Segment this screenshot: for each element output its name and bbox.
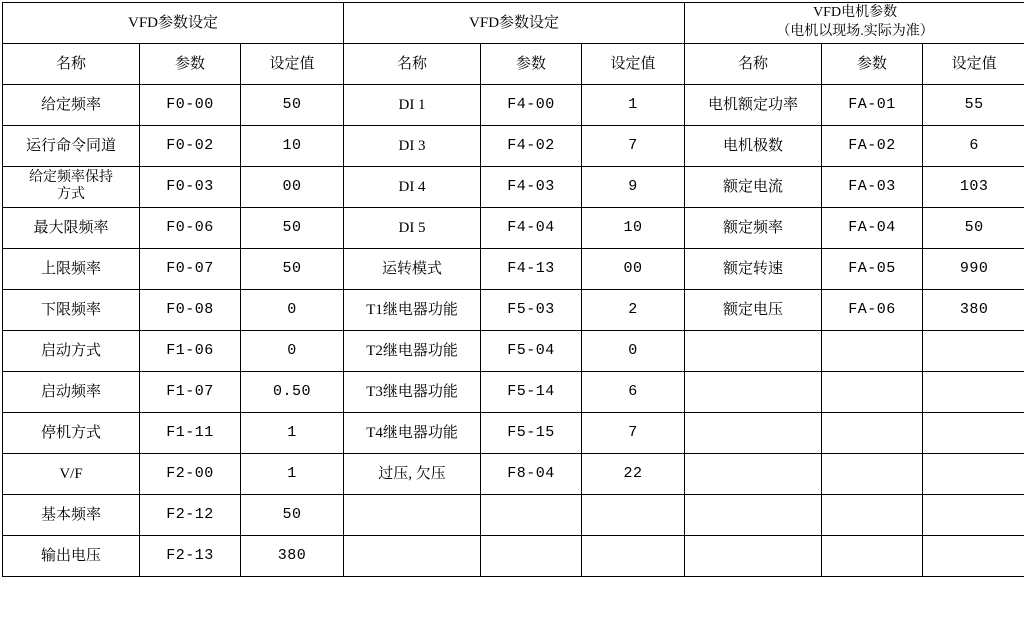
param-name-g2: DI 3 [344,126,481,167]
group-heading-row [3,3,1024,44]
column-header-value-1: 设定值 [241,44,344,85]
param-value-g1: 00 [241,167,344,208]
param-value-g1: 0.50 [241,372,344,413]
table-row [3,495,1024,536]
param-code-g1: F1-06 [140,331,241,372]
param-code-g3 [822,454,923,495]
param-name-g3: 电机极数 [685,126,822,167]
param-name-g2: 过压, 欠压 [344,454,481,495]
param-code-g1: F0-02 [140,126,241,167]
param-name-g2 [344,536,481,577]
table-row [3,85,1024,126]
table-row [3,126,1024,167]
column-header-name-1: 名称 [3,44,140,85]
param-code-g3: FA-06 [822,290,923,331]
param-code-g1: F1-11 [140,413,241,454]
param-value-g1: 50 [241,249,344,290]
param-value-g1: 50 [241,495,344,536]
param-code-g1: F2-00 [140,454,241,495]
param-value-g3 [923,331,1024,372]
param-name-g2: T3继电器功能 [344,372,481,413]
table-row [3,249,1024,290]
param-value-g2 [582,495,685,536]
param-code-g1: F0-06 [140,208,241,249]
param-value-g2: 0 [582,331,685,372]
param-value-g1: 10 [241,126,344,167]
table-row [3,372,1024,413]
param-name-g1: 最大限频率 [3,208,140,249]
param-name-g1 [3,167,140,208]
param-code-g2: F5-03 [481,290,582,331]
group-heading-1: VFD参数设定 [3,3,344,44]
parameter-sheet [0,2,1024,642]
param-code-g2: F8-04 [481,454,582,495]
param-name-line: 给定频率保持 [3,170,139,187]
param-name-g3: 额定转速 [685,249,822,290]
param-value-g3 [923,536,1024,577]
param-name-g3 [685,413,822,454]
param-value-g3 [923,372,1024,413]
param-code-g3 [822,331,923,372]
param-code-g1: F0-00 [140,85,241,126]
param-name-g2: DI 4 [344,167,481,208]
param-name-g3 [685,495,822,536]
param-code-g2: F4-03 [481,167,582,208]
param-code-g3 [822,372,923,413]
param-value-g1: 0 [241,331,344,372]
column-header-code-3: 参数 [822,44,923,85]
param-value-g2: 00 [582,249,685,290]
group-heading-3-line1: VFD电机参数 [685,4,1024,23]
param-name-text [3,170,139,204]
param-name-line: 方式 [3,187,139,204]
param-name-g2: 运转模式 [344,249,481,290]
table-row [3,290,1024,331]
param-value-g2: 1 [582,85,685,126]
param-name-g3 [685,454,822,495]
param-code-g1: F0-08 [140,290,241,331]
param-code-g2: F4-13 [481,249,582,290]
param-code-g3: FA-01 [822,85,923,126]
param-code-g3 [822,413,923,454]
param-value-g2: 10 [582,208,685,249]
param-value-g1: 0 [241,290,344,331]
param-name-g1: 上限频率 [3,249,140,290]
param-name-g2: T1继电器功能 [344,290,481,331]
param-value-g1: 380 [241,536,344,577]
param-code-g3: FA-05 [822,249,923,290]
param-name-g3 [685,536,822,577]
param-name-g1: 下限频率 [3,290,140,331]
param-name-g2: T4继电器功能 [344,413,481,454]
param-name-g3: 额定电流 [685,167,822,208]
vfd-parameter-table [2,2,1024,577]
column-header-name-2: 名称 [344,44,481,85]
table-row [3,167,1024,208]
param-code-g2: F5-04 [481,331,582,372]
param-name-g1: 给定频率 [3,85,140,126]
param-code-g1: F2-12 [140,495,241,536]
param-name-g2: DI 5 [344,208,481,249]
param-code-g3 [822,536,923,577]
param-code-g3: FA-03 [822,167,923,208]
param-name-g3: 额定频率 [685,208,822,249]
param-value-g1: 1 [241,413,344,454]
param-value-g3: 380 [923,290,1024,331]
param-value-g3: 103 [923,167,1024,208]
column-header-code-1: 参数 [140,44,241,85]
param-code-g3: FA-02 [822,126,923,167]
param-name-g2: DI 1 [344,85,481,126]
param-code-g3 [822,495,923,536]
param-value-g2: 6 [582,372,685,413]
param-value-g2 [582,536,685,577]
param-name-g1: 输出电压 [3,536,140,577]
param-code-g3: FA-04 [822,208,923,249]
table-row [3,208,1024,249]
column-header-code-2: 参数 [481,44,582,85]
param-code-g2 [481,495,582,536]
param-value-g2: 9 [582,167,685,208]
param-value-g1: 50 [241,85,344,126]
param-name-g3 [685,372,822,413]
param-name-g3 [685,331,822,372]
group-heading-2: VFD参数设定 [344,3,685,44]
param-name-g3: 额定电压 [685,290,822,331]
param-code-g2: F5-15 [481,413,582,454]
table-row [3,413,1024,454]
param-name-g1: V/F [3,454,140,495]
param-name-g1: 启动频率 [3,372,140,413]
param-value-g2: 7 [582,413,685,454]
param-value-g2: 22 [582,454,685,495]
param-name-g1: 启动方式 [3,331,140,372]
param-name-g1: 运行命令同道 [3,126,140,167]
table-row [3,536,1024,577]
param-name-g2: T2继电器功能 [344,331,481,372]
param-value-g3 [923,413,1024,454]
param-code-g1: F0-07 [140,249,241,290]
param-code-g2: F4-00 [481,85,582,126]
group-heading-3 [685,3,1024,44]
table-row [3,454,1024,495]
column-header-value-2: 设定值 [582,44,685,85]
param-code-g1: F0-03 [140,167,241,208]
column-header-name-3: 名称 [685,44,822,85]
param-value-g2: 2 [582,290,685,331]
param-value-g3 [923,454,1024,495]
table-body [3,3,1024,577]
param-value-g1: 50 [241,208,344,249]
param-value-g2: 7 [582,126,685,167]
param-value-g3: 990 [923,249,1024,290]
table-row [3,331,1024,372]
param-value-g3: 50 [923,208,1024,249]
param-value-g3: 55 [923,85,1024,126]
param-value-g3 [923,495,1024,536]
param-code-g2 [481,536,582,577]
param-code-g2: F4-02 [481,126,582,167]
param-name-g1: 基本频率 [3,495,140,536]
param-name-g1: 停机方式 [3,413,140,454]
column-header-value-3: 设定值 [923,44,1024,85]
param-name-g3: 电机额定功率 [685,85,822,126]
param-value-g1: 1 [241,454,344,495]
param-code-g2: F5-14 [481,372,582,413]
param-name-g2 [344,495,481,536]
column-header-row [3,44,1024,85]
param-code-g1: F1-07 [140,372,241,413]
param-value-g3: 6 [923,126,1024,167]
param-code-g2: F4-04 [481,208,582,249]
group-heading-3-line2: （电机以现场.实际为准） [685,23,1024,42]
param-code-g1: F2-13 [140,536,241,577]
